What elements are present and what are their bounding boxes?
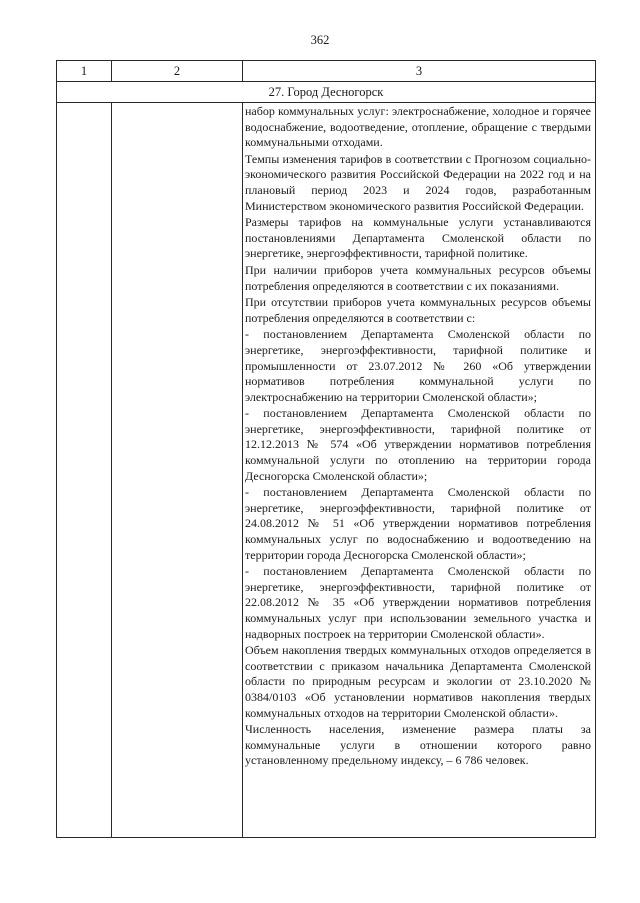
paragraph-resolution-260: - постановлением Департамента Смоленской области по энергетике, энергоэффективности, тарифной политике и промышленности от 23.07.2012 № 260 «Об утверждении нормативов потребления коммунальной услуги по электроснабжению на территории Смоленской области»; — [245, 327, 591, 404]
column-header-3: 3 — [415, 64, 423, 78]
paragraph-resolution-51: - постановлением Департамента Смоленской области по энергетике, энергоэффективности, тарифной политике от 24.08.2012 № 51 «Об утверждении нормативов потребления коммунальных услуг по водоснабжению и водоотведению на территории города Десногорска Смоленской области»; — [245, 485, 591, 562]
content-cell — [245, 104, 591, 770]
column-header-2: 2 — [173, 64, 181, 78]
paragraph-waste-volume: Объем накопления твердых коммунальных отходов определяется в соответствии с приказом начальника Департамента Смоленской области по природным ресурсам и экологии от 23.10.2020 № 0384/0103 «Об установлении нормативов накопления твердых коммунальных отходов на территории Смоленской области». — [245, 643, 591, 720]
paragraph-tariff-sizes: Размеры тарифов на коммунальные услуги устанавливаются постановлениями Департамента Смоленской области по энергетике, энергоэффективности, тарифной политике. — [245, 215, 591, 261]
column-divider — [242, 61, 243, 81]
column-divider — [111, 61, 112, 81]
paragraph-population: Численность населения, изменение размера платы за коммунальные услуги в отношении которого равно установленному предельному индексу, – 6 786 человек. — [245, 722, 591, 768]
table-header-row — [57, 61, 595, 82]
paragraph-meters-absent: При отсутствии приборов учета коммунальных ресурсов объемы потребления определяются в соответствии с: — [245, 295, 591, 325]
paragraph-resolution-574: - постановлением Департамента Смоленской области по энергетике, энергоэффективности, тарифной политике от 12.12.2013 № 574 «Об утверждении нормативов потребления коммунальной услуги по отоплению на территории города Десногорска Смоленской области»; — [245, 406, 591, 483]
paragraph-services: набор коммунальных услуг: электроснабжение, холодное и горячее водоснабжение, водоотведение, отопление, обращение с твердыми коммунальными отходами. — [245, 104, 591, 150]
paragraph-meters-present: При наличии приборов учета коммунальных ресурсов объемы потребления определяются в соответствии с их показаниями. — [245, 262, 591, 293]
column-header-1: 1 — [80, 64, 88, 78]
paragraph-tariff-rates: Темпы изменения тарифов в соответствии с Прогнозом социально-экономического развития Российской Федерации на 2022 год и на плановый период 2023 и 2024 годов, разработанным Министерством экономического развития Российской Федерации. — [245, 151, 591, 213]
section-title: 27. Город Десногорск — [57, 82, 595, 103]
page-number: 362 — [310, 33, 330, 47]
paragraph-resolution-35: - постановлением Департамента Смоленской области по энергетике, энергоэффективности, тарифной политике от 22.08.2012 № 35 «Об утверждении нормативов потребления коммунальных услуг при использовании земельного участка и надворных построек на территории Смоленской области». — [245, 564, 591, 641]
column-divider — [242, 103, 243, 837]
data-table — [56, 60, 596, 838]
column-divider — [111, 103, 112, 837]
